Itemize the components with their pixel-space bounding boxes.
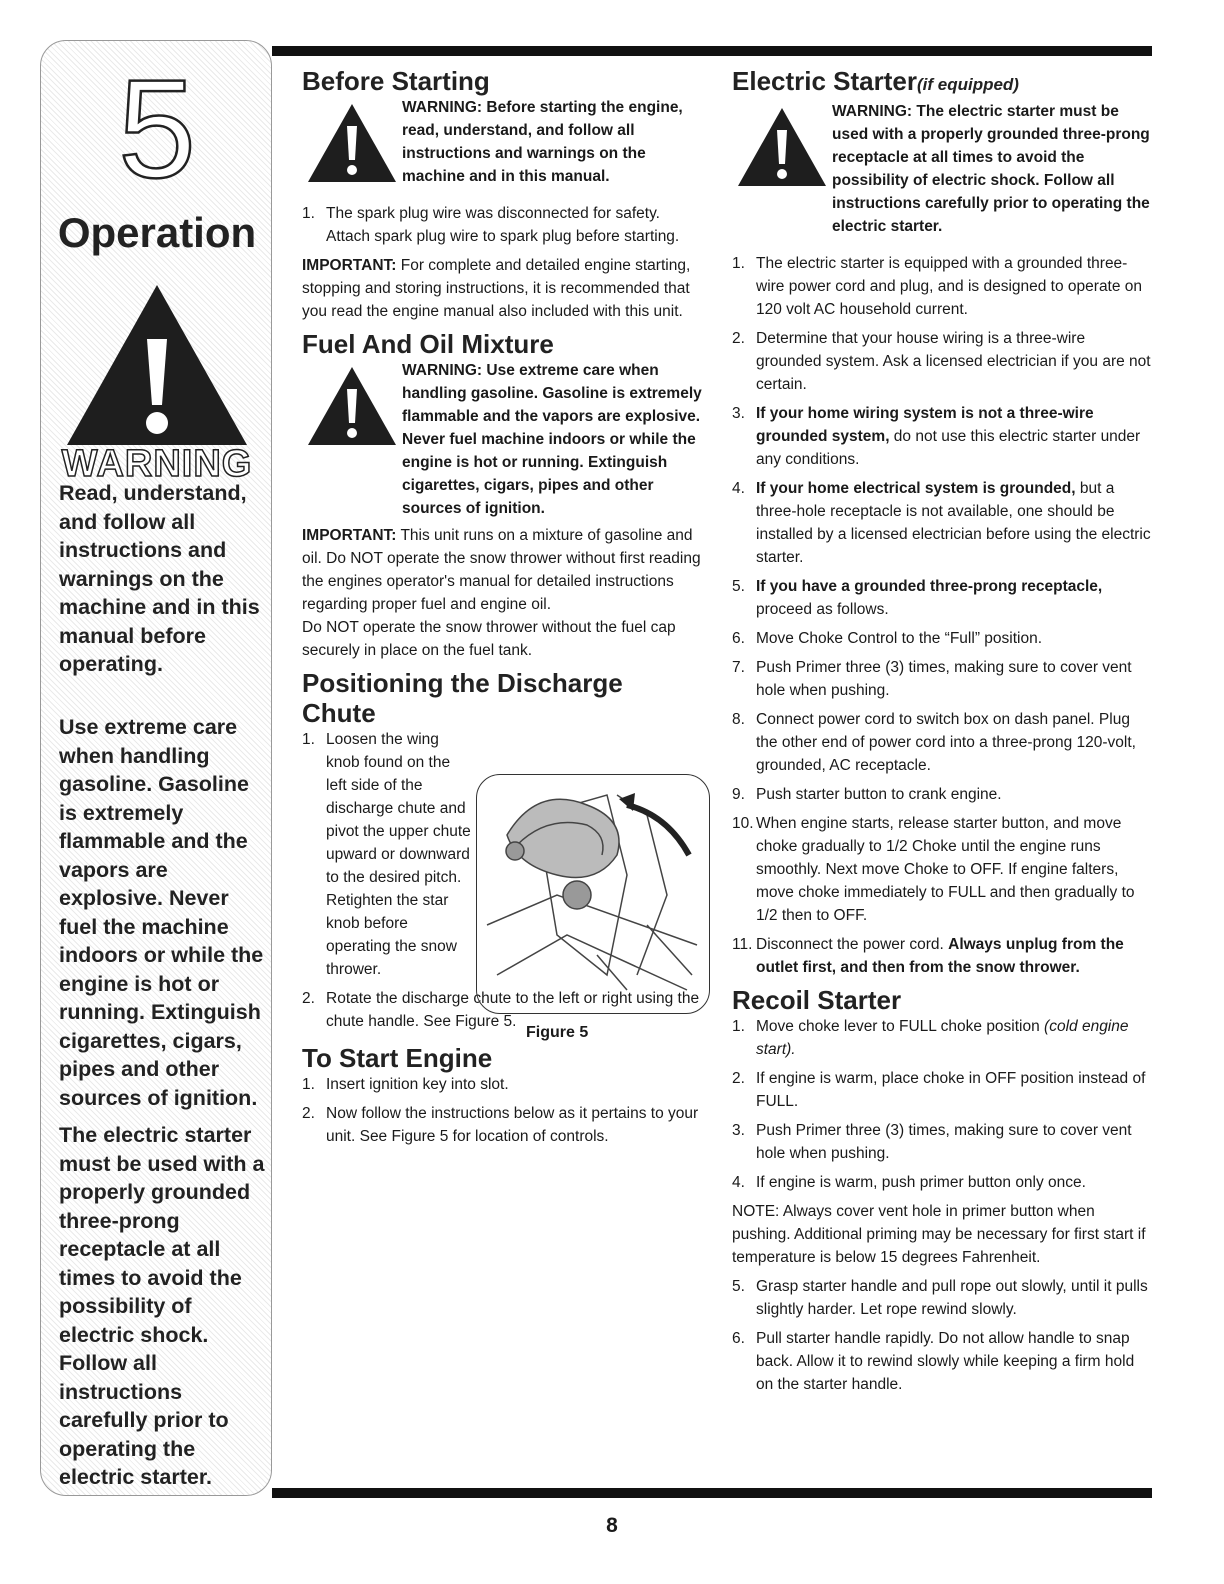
step-number: 2. bbox=[732, 330, 745, 347]
step-text: Loosen the wing knob found on the left side of the discharge chute and pivot the upper chute upward or downward to the desired pitch. Retighten the star knob before operating the snow thrower. bbox=[326, 731, 471, 978]
step-text: proceed as follows. bbox=[756, 601, 889, 618]
recoil-starter-heading: Recoil Starter bbox=[732, 985, 902, 1015]
fuel-warning bbox=[302, 359, 704, 520]
step-text: Determine that your house wiring is a three-wire grounded system. Ask a licensed electrician if you are not certain. bbox=[756, 330, 1151, 393]
heading-text: Electric Starter bbox=[732, 66, 917, 96]
warning-text: WARNING: Use extreme care when handling gasoline. Gasoline is extremely flammable and the vapors are explosive. Never fuel machine indoors or while the engine is hot or running. Extinguish cigarettes, cigars, pipes and other sources of ignition. bbox=[402, 362, 702, 517]
list-item bbox=[732, 783, 1152, 806]
recoil-steps-a bbox=[732, 1015, 1152, 1194]
step-text: When engine starts, release starter button, and move choke gradually to 1/2 Choke until the engine runs smoothly. Next move Choke to OFF. If engine falters, move choke immediately to FULL and then gradually to 1/2 then to OFF. bbox=[756, 815, 1135, 924]
list-item bbox=[302, 202, 704, 248]
discharge-chute-drawing bbox=[477, 775, 707, 1011]
list-item bbox=[732, 252, 1152, 321]
step-text: Rotate the discharge chute to the left or right using the chute handle. See Figure 5. bbox=[326, 990, 700, 1030]
step-text: Now follow the instructions below as it pertains to your unit. See Figure 5 for location of controls. bbox=[326, 1105, 699, 1145]
step-text: Push starter button to crank engine. bbox=[756, 786, 1002, 803]
electric-warning bbox=[732, 100, 1152, 238]
step-number: 6. bbox=[732, 630, 745, 647]
step-number: 2. bbox=[302, 1105, 315, 1122]
list-item bbox=[732, 1119, 1152, 1165]
right-column bbox=[732, 66, 1152, 1402]
warning-triangle-icon bbox=[306, 102, 398, 184]
start-engine-steps bbox=[302, 1073, 704, 1148]
step-number: 4. bbox=[732, 480, 745, 497]
before-starting-warning bbox=[302, 96, 704, 188]
step-bold-text: If your home electrical system is grounded, bbox=[756, 480, 1076, 497]
step-number: 4. bbox=[732, 1174, 745, 1191]
warning-text: WARNING: The electric starter must be used with a properly grounded three-prong receptacle at all times to avoid the possibility of electric shock. Follow all instructions carefully prior to operating the electric starter. bbox=[832, 103, 1150, 235]
list-item bbox=[732, 402, 1152, 471]
step-number: 11. bbox=[732, 936, 753, 953]
electric-starter-heading bbox=[732, 66, 1152, 100]
figure-5-chute-illustration bbox=[476, 774, 710, 1014]
step-bold-text: If your home wiring system is not a three-wire grounded system, bbox=[756, 405, 1094, 445]
warning-triangle-icon bbox=[306, 365, 398, 447]
step-number: 10. bbox=[732, 815, 754, 832]
electric-steps bbox=[732, 252, 1152, 979]
step-number: 2. bbox=[732, 1070, 745, 1087]
chapter-number: 5 bbox=[118, 50, 196, 207]
step-number: 3. bbox=[732, 1122, 745, 1139]
chute-heading: Positioning the Discharge Chute bbox=[302, 668, 623, 728]
recoil-steps-b bbox=[732, 1275, 1152, 1396]
heading-note: (if equipped) bbox=[916, 75, 1019, 94]
warning-label: WARNING bbox=[61, 443, 253, 485]
step-number: 1. bbox=[302, 1076, 315, 1093]
warning-triangle-icon bbox=[736, 106, 828, 188]
list-item bbox=[732, 1015, 1152, 1061]
list-item bbox=[732, 1171, 1152, 1194]
warning-triangle-icon bbox=[63, 281, 251, 449]
step-bold-text: If you have a grounded three-prong receptacle, bbox=[756, 578, 1103, 595]
step-number: 5. bbox=[732, 1278, 745, 1295]
step-number: 2. bbox=[302, 990, 315, 1007]
list-item bbox=[732, 1327, 1152, 1396]
page-number: 8 bbox=[606, 1514, 618, 1537]
list-item bbox=[732, 575, 1152, 621]
step-number: 1. bbox=[302, 205, 315, 222]
step-text: Push Primer three (3) times, making sure to cover vent hole when pushing. bbox=[756, 1122, 1132, 1162]
list-item bbox=[732, 812, 1152, 927]
step-text: Connect power cord to switch box on dash panel. Plug the other end of power cord into a three-prong 120-volt, grounded, AC receptacle. bbox=[756, 711, 1136, 774]
fuel-heading: Fuel And Oil Mixture bbox=[302, 329, 554, 359]
list-item bbox=[302, 1102, 704, 1148]
recoil-note: NOTE: Always cover vent hole in primer button when pushing. Additional priming may be necessary for first start if temperature is below 15 degrees Fahrenheit. bbox=[732, 1203, 1146, 1266]
top-rule bbox=[272, 46, 1152, 56]
list-item bbox=[732, 708, 1152, 777]
list-item bbox=[732, 656, 1152, 702]
important-note bbox=[302, 254, 704, 323]
list-item bbox=[302, 1073, 704, 1096]
list-item bbox=[732, 327, 1152, 396]
important-text: This unit runs on a mixture of gasoline and oil. Do NOT operate the snow thrower without first reading the engines operator's manual for detailed instructions regarding proper fuel and engine oil. bbox=[302, 527, 701, 613]
step-number: 5. bbox=[732, 578, 745, 595]
step-text: Pull starter handle rapidly. Do not allow handle to snap back. Allow it to rewind slowly while keeping a firm hold on the starter handle. bbox=[756, 1330, 1135, 1393]
chapter-title: Operation bbox=[57, 209, 257, 256]
step-bold-text: Always unplug from the outlet first, and then from the snow thrower. bbox=[756, 936, 1124, 976]
list-item bbox=[302, 728, 472, 981]
step-italic-text: (cold engine start). bbox=[756, 1018, 1129, 1058]
sidebar-paragraph-read: Read, understand, and follow all instructions and warnings on the machine and in this manual before operating. bbox=[59, 481, 260, 676]
before-starting-steps bbox=[302, 202, 704, 248]
step-number: 9. bbox=[732, 786, 745, 803]
step-number: 1. bbox=[732, 1018, 745, 1035]
step-text: do not use this electric starter under any conditions. bbox=[756, 428, 1141, 468]
before-starting-heading: Before Starting bbox=[302, 66, 490, 96]
step-number: 1. bbox=[302, 731, 315, 748]
important-label: IMPORTANT: bbox=[302, 257, 397, 274]
step-text: but a three-hole receptacle is not available, one should be installed by a licensed electrician before using the electric starter. bbox=[756, 480, 1151, 566]
list-item bbox=[732, 1067, 1152, 1113]
step-text: If engine is warm, push primer button only once. bbox=[756, 1174, 1086, 1191]
bottom-rule bbox=[272, 1488, 1152, 1498]
step-number: 7. bbox=[732, 659, 745, 676]
step-number: 1. bbox=[732, 255, 745, 272]
step-text: Move choke lever to FULL choke position bbox=[756, 1018, 1045, 1035]
warning-text: WARNING: Before starting the engine, read, understand, and follow all instructions and warnings on the machine and in this manual. bbox=[402, 99, 683, 185]
fuel-important bbox=[302, 524, 704, 616]
list-item bbox=[732, 933, 1152, 979]
step-text: Push Primer three (3) times, making sure to cover vent hole when pushing. bbox=[756, 659, 1132, 699]
list-item bbox=[732, 1275, 1152, 1321]
sidebar-paragraph-electric: The electric starter must be used with a properly grounded three-prong receptacle at all times to avoid the possibility of electric shock. Follow all instructions carefully prior to operating the electric starter. bbox=[59, 1123, 265, 1489]
step-text: Grasp starter handle and pull rope out slowly, until it pulls slightly harder. Let rope rewind slowly. bbox=[756, 1278, 1148, 1318]
chapter-sidebar bbox=[40, 40, 272, 1496]
fuel-cap-note: Do NOT operate the snow thrower without the fuel cap securely in place on the fuel tank. bbox=[302, 619, 676, 659]
step-number: 3. bbox=[732, 405, 745, 422]
step-text: The spark plug wire was disconnected for safety. Attach spark plug wire to spark plug before starting. bbox=[326, 205, 680, 245]
step-text: The electric starter is equipped with a grounded three-wire power cord and plug, and is designed to operate on 120 volt AC household current. bbox=[756, 255, 1143, 318]
start-engine-heading: To Start Engine bbox=[302, 1043, 493, 1073]
step-text: If engine is warm, place choke in OFF position instead of FULL. bbox=[756, 1070, 1146, 1110]
list-item bbox=[732, 477, 1152, 569]
sidebar-paragraph-gasoline: Use extreme care when handling gasoline. Gasoline is extremely flammable and the vapors are explosive. Never fuel the machine indoors or while the engine is hot or running. Extinguish cigarettes, cigars, pipes and other sources of ignition. bbox=[59, 715, 264, 1110]
step-number: 6. bbox=[732, 1330, 745, 1347]
step-number: 8. bbox=[732, 711, 745, 728]
step-text: Move Choke Control to the “Full” position. bbox=[756, 630, 1043, 647]
important-text: For complete and detailed engine starting, stopping and storing instructions, it is recommended that you read the engine manual also included with this unit. bbox=[302, 257, 691, 320]
step-text: Insert ignition key into slot. bbox=[326, 1076, 509, 1093]
important-label: IMPORTANT: bbox=[302, 527, 397, 544]
list-item bbox=[732, 627, 1152, 650]
figure-caption: Figure 5 bbox=[526, 1024, 589, 1041]
step-text: Disconnect the power cord. bbox=[756, 936, 949, 953]
